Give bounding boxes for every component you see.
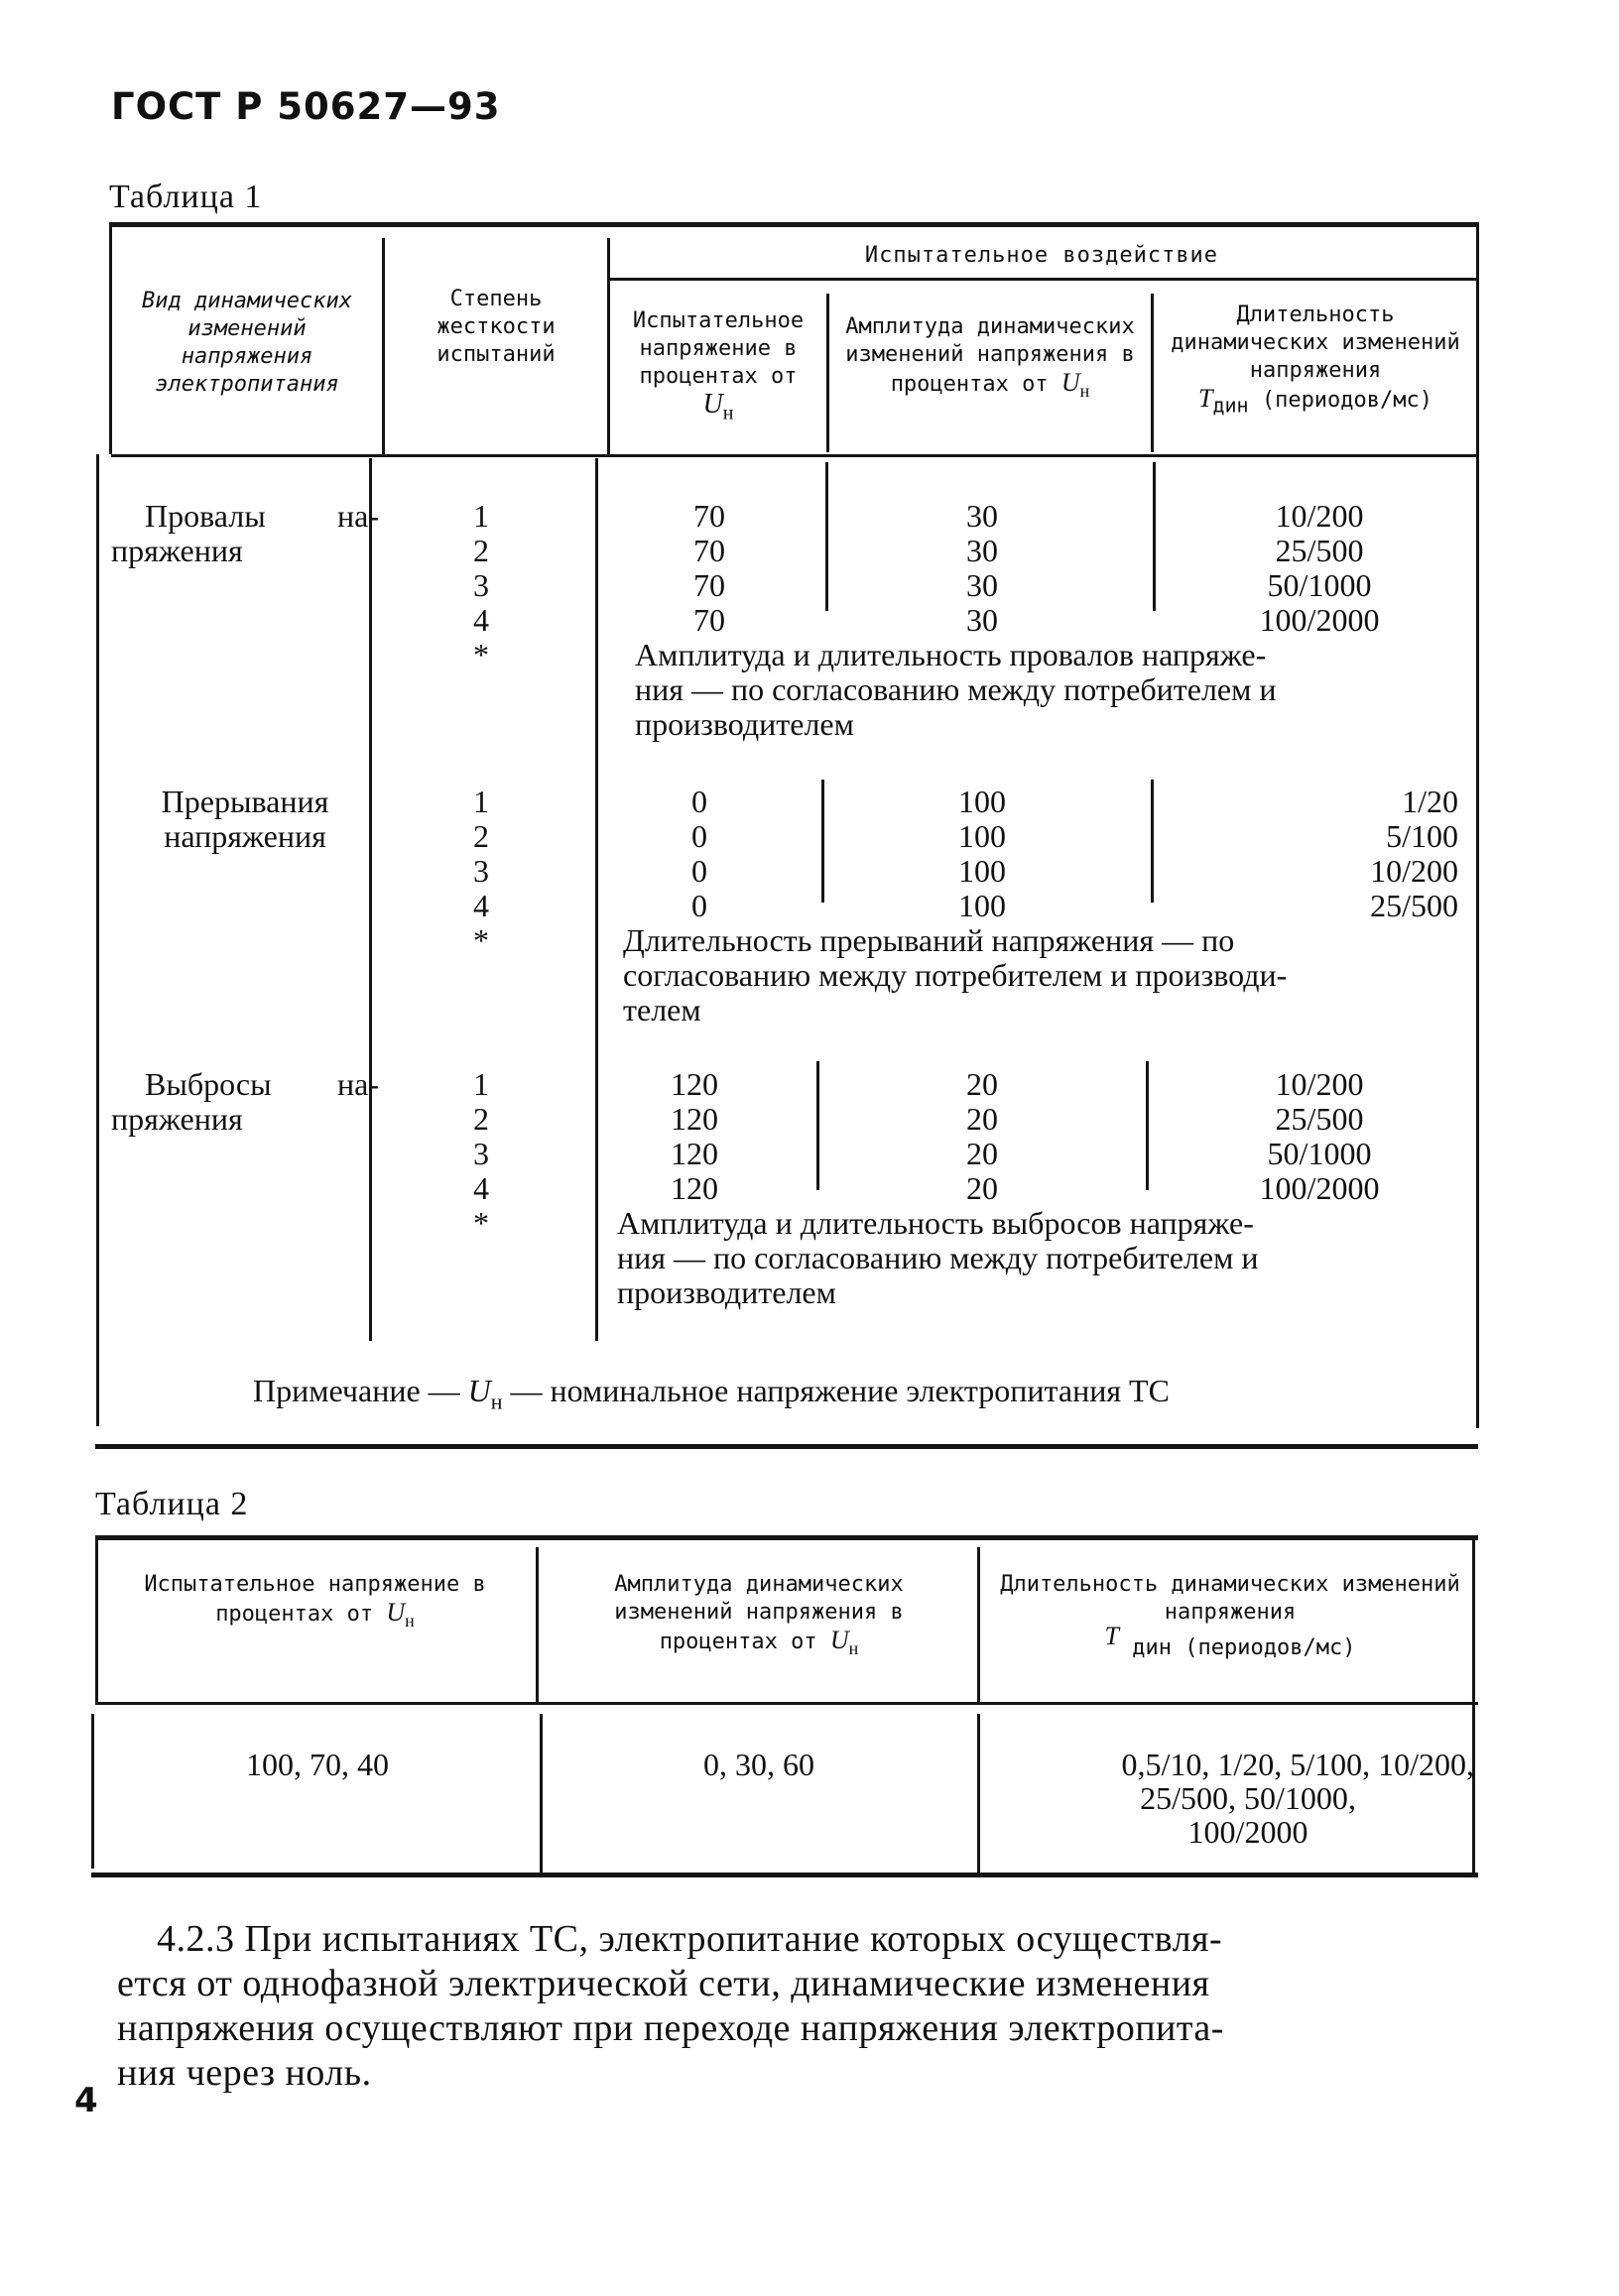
table1-header-kind: Вид динамических изменений напряжения электропитания (142, 289, 352, 397)
table1-header-test-voltage-text: Испытательное напряжение в процентах от (632, 308, 805, 389)
table2-top-border (95, 1535, 1478, 1540)
table2-cell-amplitude: 0, 30, 60 (703, 1747, 814, 1782)
table2-header-duration (997, 1571, 1463, 1662)
table1-voltage-list: 120 120 120 120 (671, 1066, 718, 1206)
table1-degree-list: 1 2 3 4 * (473, 498, 489, 672)
table1-footnote: Примечание — $U_н$ — номинальное напряжение электропитания ТС (253, 1373, 1170, 1414)
table1-data-divider (1146, 1061, 1149, 1190)
table1-group-divider (607, 278, 1478, 281)
table1-amplitude-list: 30 30 30 30 (966, 498, 998, 638)
un-symbol: $U_н$ (702, 389, 734, 424)
table1-header-duration-unit-line: $T_{дин}$ (периодов/мс) (1197, 384, 1433, 418)
table1-duration-list: 1/20 5/100 10/200 25/500 (1370, 784, 1458, 923)
table1-kind-dips: Провалы на- пряжения (111, 498, 379, 568)
table1-kind-interruptions: Прерывания напряжения (161, 784, 329, 854)
un-symbol: $U_н$ (829, 1626, 859, 1659)
table2-bottom-border (91, 1873, 1478, 1877)
table1-note-interruptions: Длительность прерываний напряжения — по согласованию между потребителем и производи- телем (623, 922, 1288, 1027)
table1-data-divider (1151, 780, 1154, 903)
table1-header-duration (1159, 302, 1472, 419)
table1-header-group: Испытательное воздействие (864, 243, 1219, 268)
page-number: 4 (74, 2081, 98, 2120)
table1-data-divider (825, 462, 828, 611)
table1-header-bottom (111, 454, 1478, 457)
table1-header-amplitude (835, 313, 1145, 405)
table2-col-divider-1 (536, 1547, 539, 1702)
table1-header-amplitude-text: Амплитуда динамических изменений напряжения в процентах от (845, 314, 1135, 397)
table1-data-divider (1153, 462, 1156, 611)
table1-note-dips: Амплитуда и длительность провалов напряже- ния — по согласованию между потребителем и производителем (635, 637, 1277, 742)
document-id: ГОСТ Р 50627—93 (111, 85, 501, 128)
table2-header-amplitude (556, 1571, 962, 1662)
table1-header-duration-text: Длительность динамических изменений напряжения (1171, 302, 1460, 383)
table1-col-divider-2 (607, 238, 610, 454)
table1-top-border (111, 222, 1478, 227)
table1-data-divider (821, 780, 824, 903)
un-symbol: $U_н$ (386, 1598, 415, 1631)
table1-amplitude-list: 20 20 20 20 (966, 1066, 998, 1206)
table1-voltage-list: 0 0 0 0 (691, 784, 707, 923)
table1-duration-list: 10/200 25/500 50/1000 100/2000 (1259, 498, 1380, 638)
table1-header-degree: Степень жесткости испытаний (436, 287, 556, 367)
table2-left-border-lower (91, 1714, 94, 1869)
table1-kind-surges: Выбросы на- пряжения (111, 1066, 379, 1137)
table1-left-border-lower (96, 454, 99, 1426)
un-symbol: $U_н$ (1060, 368, 1090, 402)
table1-note-surges: Амплитуда и длительность выбросов напряже- ния — по согласованию между потребителем и производителем (617, 1205, 1259, 1310)
table2-left-border (95, 1535, 98, 1702)
table2-cell-test-voltage: 100, 70, 40 (246, 1747, 389, 1782)
table1-data-divider (816, 1061, 819, 1190)
table2-caption: Таблица 2 (95, 1486, 249, 1522)
table1-header-test-voltage (617, 307, 819, 427)
table2-header-amplitude-text: Амплитуда динамических изменений напряжения в процентах от (614, 1572, 904, 1654)
table1-col-divider-1 (382, 238, 385, 454)
table2-cell-duration: 0,5/10, 1/20, 5/100, 10/200, 25/500, 50/1000, 100/2000 (1121, 1747, 1474, 1850)
table2-header-test-voltage (114, 1571, 516, 1634)
table1-col-divider-1-lower (369, 458, 372, 1341)
table2-col-divider-1-lower (540, 1714, 543, 1873)
table1-amplitude-list: 100 100 100 100 (958, 784, 1006, 923)
table1-bottom-border (95, 1444, 1478, 1449)
table1-left-border (109, 222, 112, 454)
body-paragraph: 4.2.3 При испытаниях ТС, электропитание которых осуществля- ется от однофазной электрической сети, динамические изменения напряжения осуществляют при переходе напряжения электропита- ния через ноль. (117, 1918, 1224, 2094)
table2-col-divider-2-lower (977, 1714, 980, 1873)
table1-voltage-list: 70 70 70 70 (693, 498, 725, 638)
table1-col-divider-4 (1151, 294, 1154, 452)
table1-col-divider-2-lower (595, 458, 598, 1341)
table1-col-divider-3 (826, 294, 829, 452)
table2-header-duration-unit-line: T дин (периодов/мс) (1104, 1622, 1356, 1660)
table1-duration-list: 10/200 25/500 50/1000 100/2000 (1259, 1066, 1380, 1206)
table2-header-duration-text: Длительность динамических изменений напряжения (1000, 1572, 1460, 1625)
table2-col-divider-2 (977, 1547, 980, 1702)
table1-degree-list: 1 2 3 4 * (473, 784, 489, 958)
table2-header-test-voltage-text: Испытательное напряжение в процентах от (144, 1572, 486, 1627)
table1-right-border (1476, 222, 1479, 1428)
table1-degree-list: 1 2 3 4 * (473, 1066, 489, 1241)
table1-caption: Таблица 1 (109, 179, 263, 215)
table2-header-bottom (95, 1702, 1478, 1705)
